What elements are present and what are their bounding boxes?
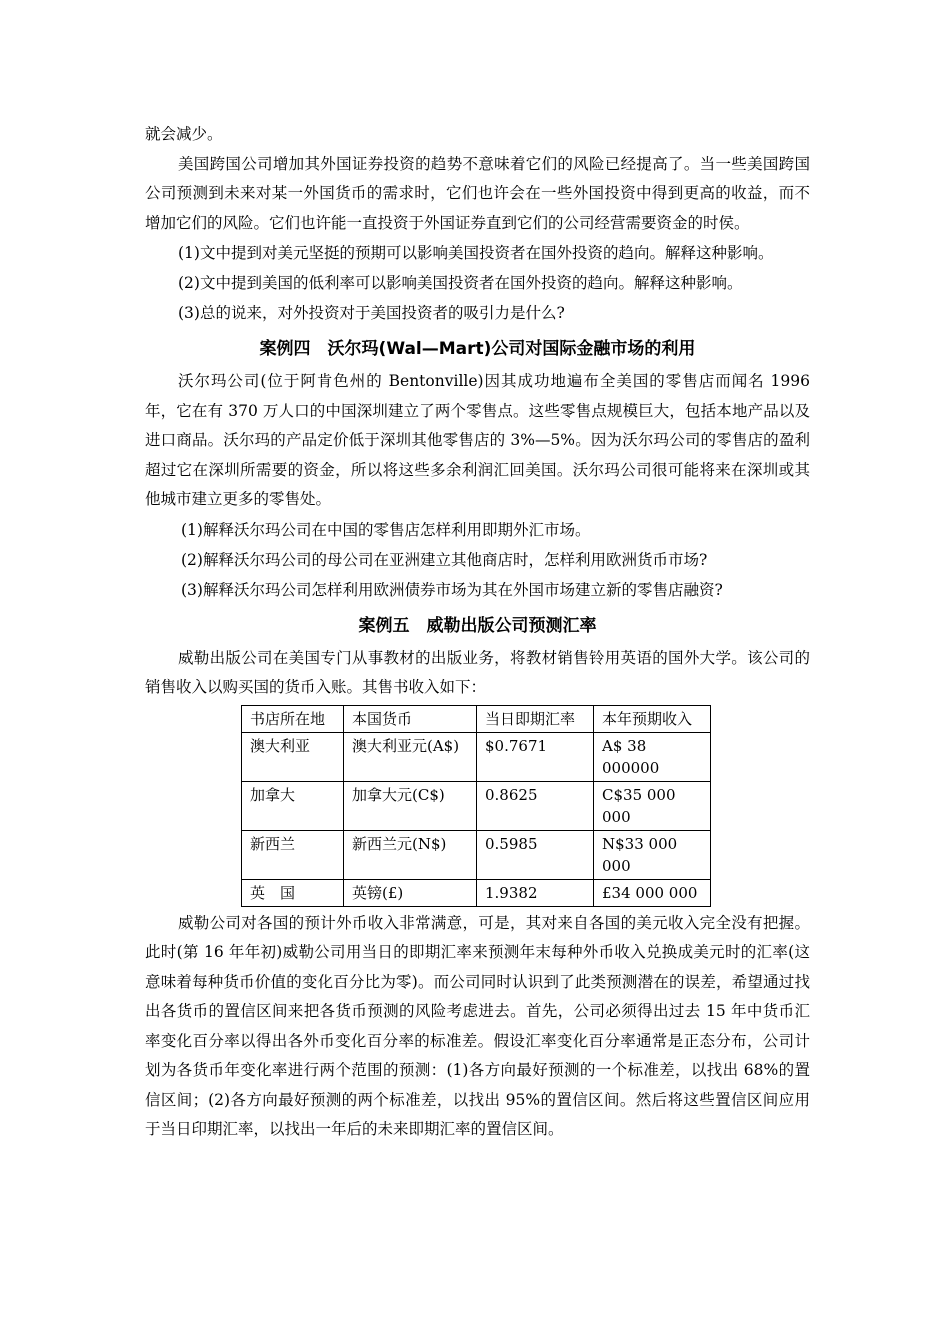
- table-cell: 澳大利亚元(A$): [344, 732, 477, 781]
- table-cell: 0.5985: [477, 830, 594, 879]
- table-cell: 英 国: [242, 879, 344, 906]
- case4-paragraph: 沃尔玛公司(位于阿肯色州的 Bentonville)因其成功地遍布全美国的零售店而闻名 1996 年，它在有 370 万人口的中国深圳建立了两个零售点。这些零售点规模巨大，包括本地产品以及进口商品。沃尔玛的产品定价低于深圳其他零售店的 3%—5%。因为沃尔玛公司的零售店的盈利超过它在深圳所需要的资金，所以将这些多余利润汇回美国。沃尔玛公司很可能将来在深圳或其他城市建立更多的零售处。: [145, 372, 810, 508]
- intro-line: 就会减少。: [145, 125, 223, 143]
- table-cell: A$ 38 000000: [594, 732, 711, 781]
- table-cell: N$33 000 000: [594, 830, 711, 879]
- intro-question-2: (2)文中提到美国的低利率可以影响美国投资者在国外投资的趋向。解释这种影响。: [178, 274, 743, 292]
- case4-heading: 案例四 沃尔玛(Wal—Mart)公司对国际金融市场的利用: [259, 339, 696, 359]
- case4-question-2: (2)解释沃尔玛公司的母公司在亚洲建立其他商店时，怎样利用欧洲货币市场?: [181, 550, 708, 569]
- table-cell: 1.9382: [477, 879, 594, 906]
- intro-question-3: (3)总的说来，对外投资对于美国投资者的吸引力是什么?: [178, 304, 565, 322]
- table-cell: 新西兰元(N$): [344, 830, 477, 879]
- table-cell: 0.8625: [477, 781, 594, 830]
- case5-heading: 案例五 威勒出版公司预测汇率: [358, 615, 597, 636]
- case4-question-1: (1)解释沃尔玛公司在中国的零售店怎样利用即期外汇市场。: [181, 520, 591, 539]
- table-header-cell: 当日即期汇率: [477, 705, 594, 732]
- table-cell: 加拿大: [242, 781, 344, 830]
- case4-question-3: (3)解释沃尔玛公司怎样利用欧洲债券市场为其在外国市场建立新的零售店融资?: [181, 580, 723, 599]
- table-cell: 加拿大元(C$): [344, 781, 477, 830]
- table-header-cell: 书店所在地: [242, 705, 344, 732]
- document-page: [145, 120, 810, 1145]
- case5-paragraph-1: 威勒出版公司在美国专门从事教材的出版业务，将教材销售铃用英语的国外大学。该公司的销售收入以购买国的货币入账。其售书收入如下：: [145, 648, 810, 696]
- table-cell: C$35 000 000: [594, 781, 711, 830]
- table-cell: 澳大利亚: [242, 732, 344, 781]
- table-cell: 英镑(£): [344, 879, 477, 906]
- table-row: [242, 781, 711, 830]
- case5-paragraph-2: 威勒公司对各国的预计外币收入非常满意，可是，其对来自各国的美元收入完全没有把握。此时(第 16 年年初)威勒公司用当日的即期汇率来预测年末每种外币收入兑换成美元时的汇率(这意味着每种货币价值的变化百分比为零)。而公司同时认识到了此类预测潜在的误差，希望通过找出各货币的置信区间来把各货币预测的风险考虑进去。首先，公司必须得出过去 15 年中货币汇率变化百分率以得出各外币变化百分率的标准差。假设汇率变化百分率通常是正态分布，公司计划为各货币年变化率进行两个范围的预测：(1)各方向最好预测的一个标准差，以找出 68%的置信区间；(2)各方向最好预测的两个标准差，以找出 95%的置信区间。然后将这些置信区间应用于当日印期汇率，以找出一年后的未来即期汇率的置信区间。: [145, 913, 810, 1138]
- table-cell: £34 000 000: [594, 879, 711, 906]
- intro-paragraph: 美国跨国公司增加其外国证券投资的趋势不意味着它们的风险已经提高了。当一些美国跨国公司预测到未来对某一外国货币的需求时，它们也许会在一些外国投资中得到更高的收益，而不增加它们的风险。它们也许能一直投资于外国证券直到它们的公司经营需要资金的时侯。: [145, 154, 810, 232]
- table-row: [242, 879, 711, 906]
- table-header-cell: 本国货币: [344, 705, 477, 732]
- table-header-cell: 本年预期收入: [594, 705, 711, 732]
- revenue-table: [241, 705, 711, 907]
- table-row: [242, 830, 711, 879]
- table-row: [242, 732, 711, 781]
- table-cell: 新西兰: [242, 830, 344, 879]
- intro-question-1: (1)文中提到对美元坚挺的预期可以影响美国投资者在国外投资的趋向。解释这种影响。: [178, 244, 774, 262]
- table-header-row: [242, 705, 711, 732]
- table-cell: $0.7671: [477, 732, 594, 781]
